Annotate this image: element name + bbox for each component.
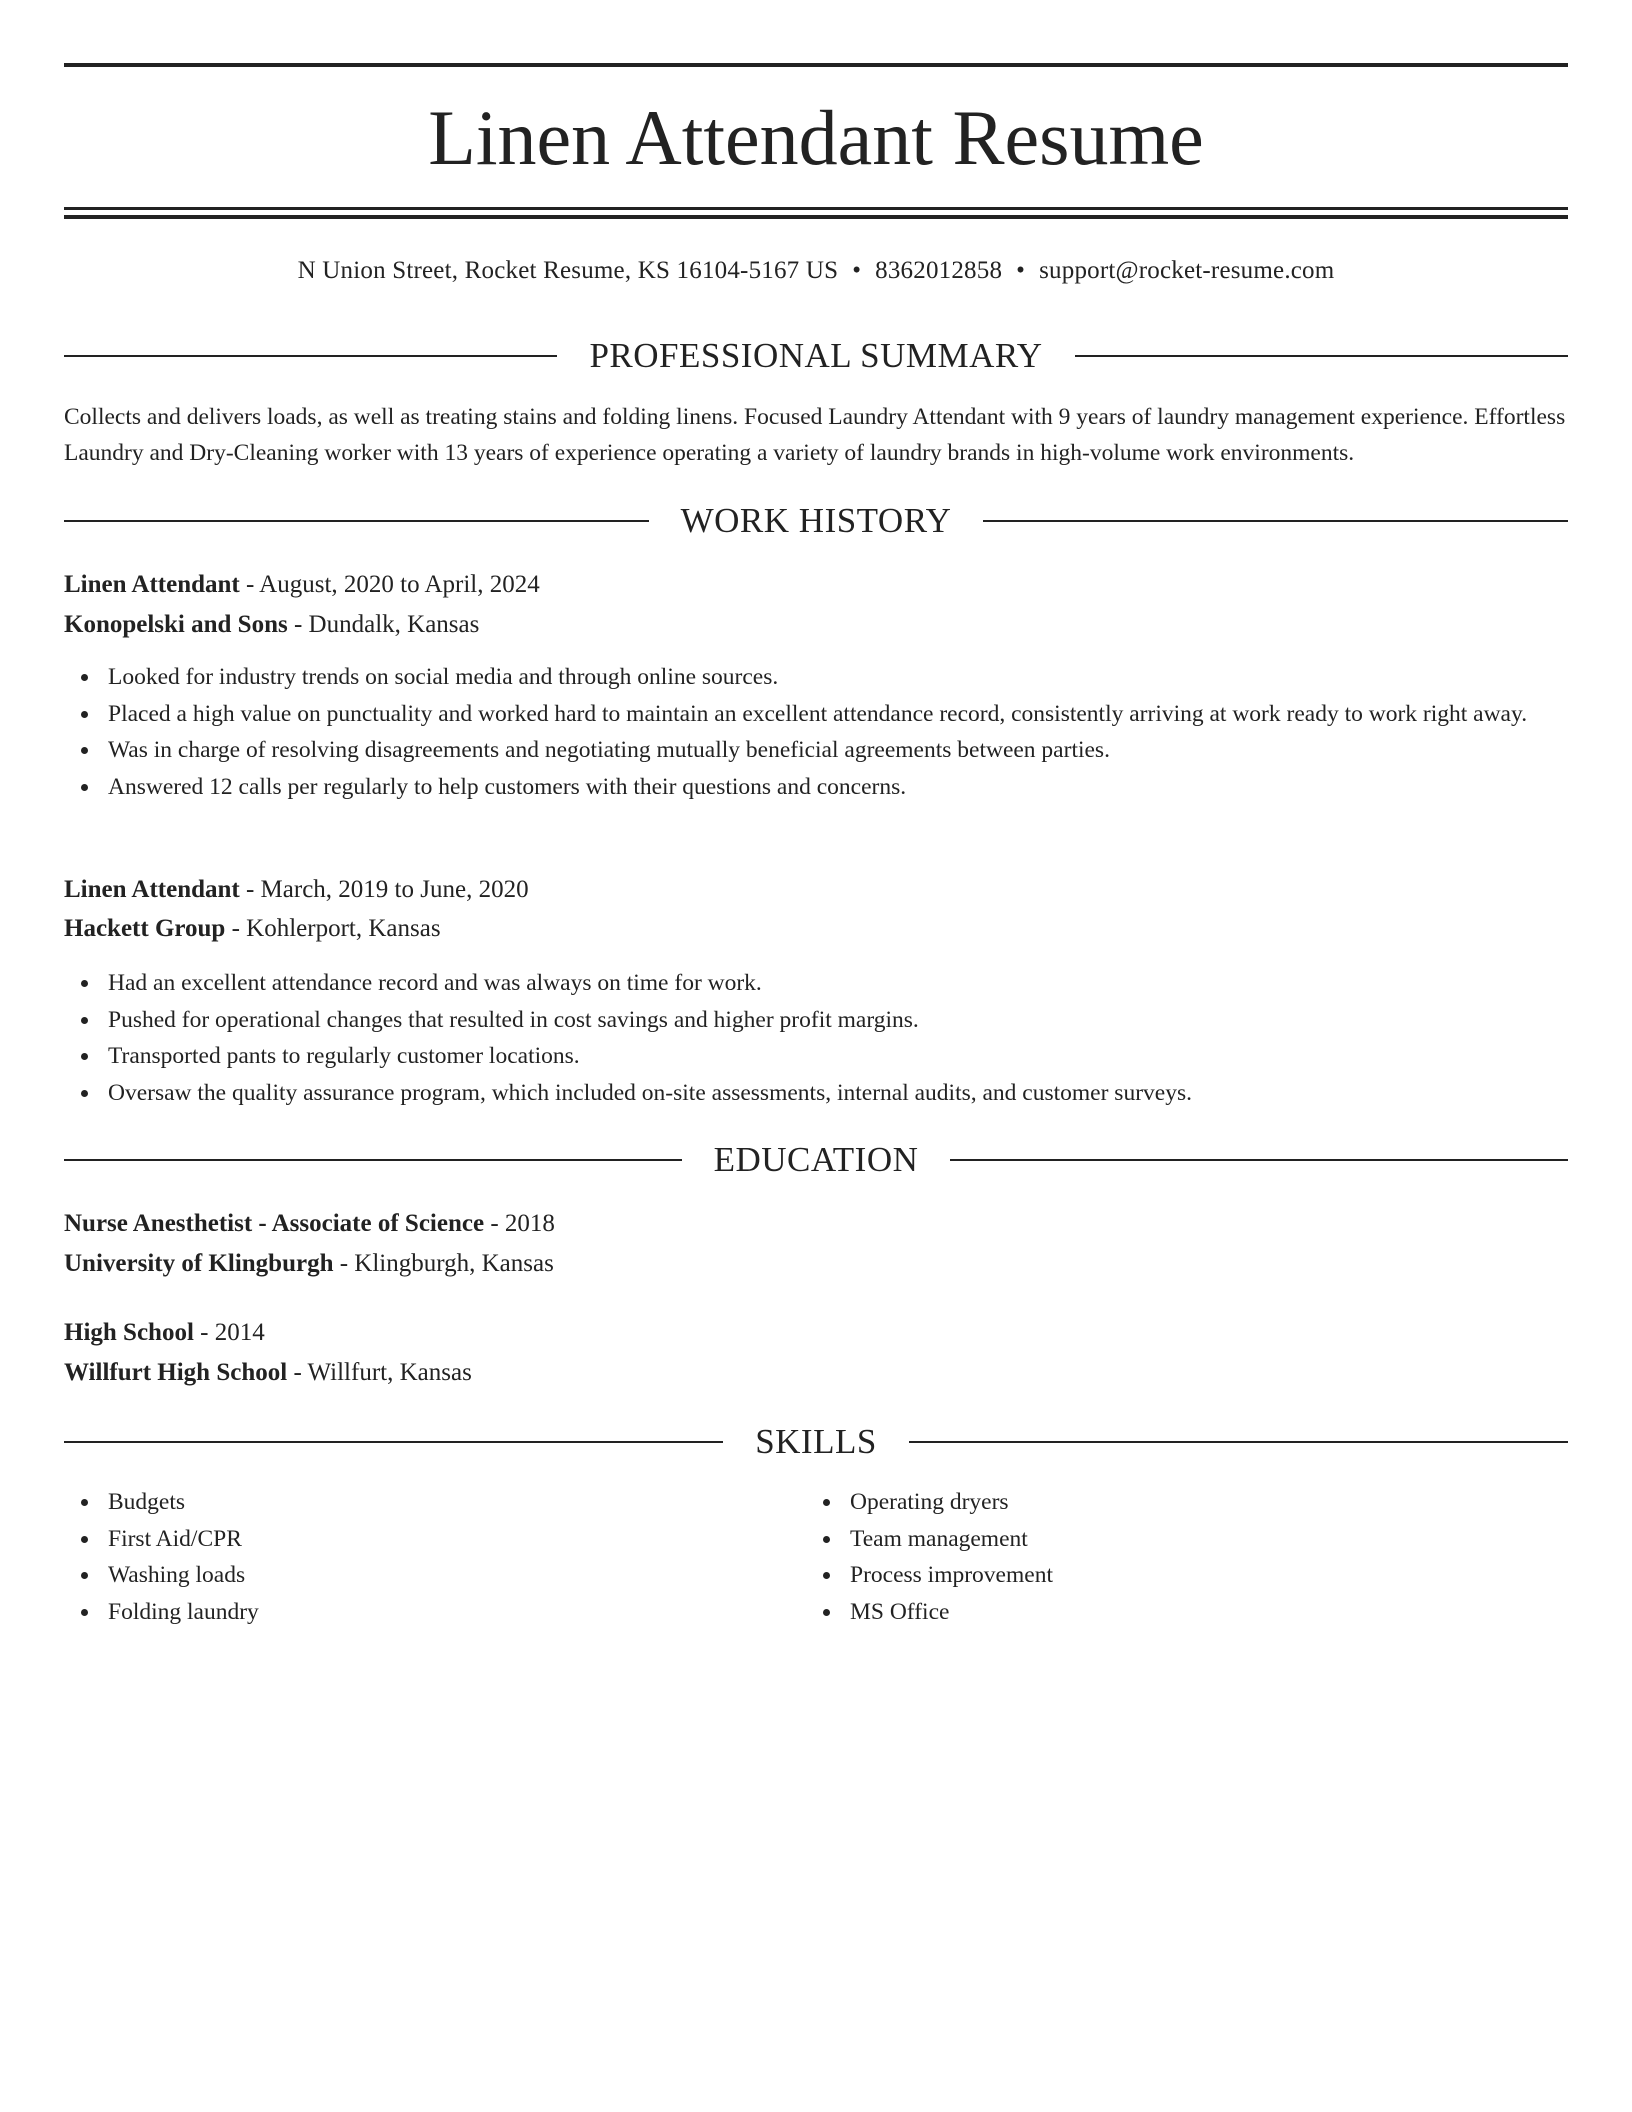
list-item: Answered 12 calls per regularly to help customers with their questions and concerns. xyxy=(64,769,1568,806)
section-rule xyxy=(64,520,649,522)
job-title-line xyxy=(64,565,1568,605)
skills-column-left xyxy=(64,1484,764,1630)
contact-email: support@rocket-resume.com xyxy=(1039,257,1335,284)
skill-item: Operating dryers xyxy=(806,1484,1506,1521)
section-title: SKILLS xyxy=(755,1422,877,1461)
degree: Nurse Anesthetist - Associate of Science xyxy=(64,1210,485,1237)
list-item: Had an excellent attendance record and was always on time for work. xyxy=(64,965,1568,1002)
school: Willfurt High School xyxy=(64,1359,288,1386)
section-header-skills xyxy=(64,1420,1568,1464)
contact-address: N Union Street, Rocket Resume, KS 16104-5167 US xyxy=(297,257,839,284)
section-header-work xyxy=(64,499,1568,543)
summary-text: Collects and delivers loads, as well as treating stains and folding linens. Focused Laundry Attendant with 9 years of laundry management experience. Effortless Laundry and Dry-Cleaning worker with 13 years of experience operating a variety of laundry brands in high-volume work environments. xyxy=(64,404,1566,466)
section-rule xyxy=(909,1441,1568,1443)
skill-item: Process improvement xyxy=(806,1557,1506,1594)
section-rule xyxy=(64,1159,682,1161)
section-rule xyxy=(1075,355,1568,357)
degree-year: - 2018 xyxy=(484,1210,555,1237)
job-title: Linen Attendant xyxy=(64,571,240,598)
skills-list xyxy=(64,1484,764,1630)
list-item: Was in charge of resolving disagreements and negotiating mutually beneficial agreements between parties. xyxy=(64,732,1568,769)
degree-line xyxy=(64,1313,1568,1353)
job-company-line xyxy=(64,605,1568,645)
degree-year: - 2014 xyxy=(193,1319,265,1346)
skill-item: Washing loads xyxy=(64,1557,764,1594)
section-title: WORK HISTORY xyxy=(680,501,952,540)
job-title: Linen Attendant xyxy=(64,876,240,903)
contact-line xyxy=(64,253,1568,289)
contact-separator: • xyxy=(852,257,862,284)
job-company-line xyxy=(64,909,1568,949)
skills-list xyxy=(806,1484,1506,1630)
degree-line xyxy=(64,1204,1568,1244)
section-header-education xyxy=(64,1138,1568,1182)
skill-item: Team management xyxy=(806,1521,1506,1558)
section-title: PROFESSIONAL SUMMARY xyxy=(589,336,1043,375)
contact-phone: 8362012858 xyxy=(875,257,1003,284)
section-rule xyxy=(64,1441,723,1443)
list-item: Pushed for operational changes that resulted in cost savings and higher profit margins. xyxy=(64,1002,1568,1039)
section-rule xyxy=(983,520,1568,522)
job-company: Hackett Group xyxy=(64,915,226,942)
title-rule-upper xyxy=(64,207,1568,210)
skill-item: Folding laundry xyxy=(64,1594,764,1631)
title-rule-lower xyxy=(64,215,1568,219)
skill-item: MS Office xyxy=(806,1594,1506,1631)
contact-separator: • xyxy=(1016,257,1026,284)
list-item: Oversaw the quality assurance program, which included on-site assessments, internal audits, and customer surveys. xyxy=(64,1075,1568,1112)
job-location: - Kohlerport, Kansas xyxy=(225,915,441,942)
school-location: - Klingburgh, Kansas xyxy=(333,1250,554,1277)
top-rule xyxy=(64,63,1568,67)
job-bullets xyxy=(64,659,1568,805)
resume-title: Linen Attendant Resume xyxy=(428,94,1204,181)
list-item: Placed a high value on punctuality and worked hard to maintain an excellent attendance record, consistently arriving at work ready to work right away. xyxy=(64,696,1568,733)
job-dates: - March, 2019 to June, 2020 xyxy=(239,876,529,903)
skills-column-right xyxy=(806,1484,1506,1630)
section-title: EDUCATION xyxy=(713,1140,919,1179)
skill-item: First Aid/CPR xyxy=(64,1521,764,1558)
job-title-line xyxy=(64,870,1568,910)
list-item: Looked for industry trends on social media and through online sources. xyxy=(64,659,1568,696)
school-line xyxy=(64,1244,1568,1284)
section-rule xyxy=(64,355,557,357)
school: University of Klingburgh xyxy=(64,1250,334,1277)
job-location: - Dundalk, Kansas xyxy=(287,611,480,638)
degree: High School xyxy=(64,1319,194,1346)
job-dates: - August, 2020 to April, 2024 xyxy=(239,571,540,598)
school-line xyxy=(64,1353,1568,1393)
section-header-summary xyxy=(64,334,1568,378)
skill-item: Budgets xyxy=(64,1484,764,1521)
job-company: Konopelski and Sons xyxy=(64,611,288,638)
school-location: - Willfurt, Kansas xyxy=(287,1359,472,1386)
list-item: Transported pants to regularly customer locations. xyxy=(64,1038,1568,1075)
section-rule xyxy=(950,1159,1568,1161)
job-bullets xyxy=(64,965,1568,1111)
